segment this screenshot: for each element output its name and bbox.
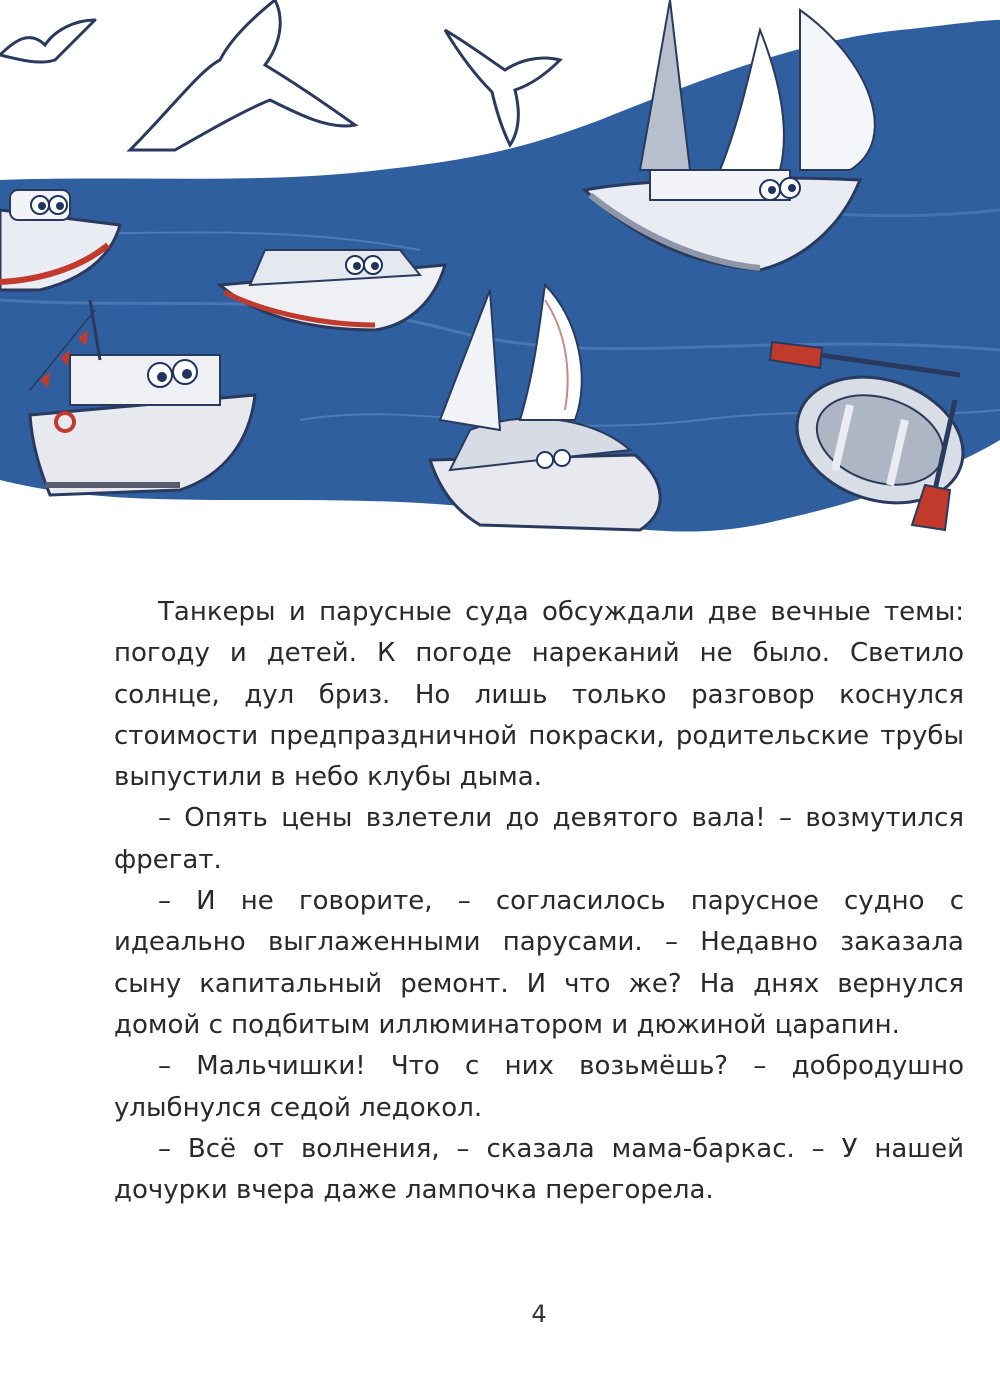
seagull-icon	[0, 20, 95, 62]
story-text	[114, 592, 964, 1211]
story-paragraph: Танкеры и парусные суда обсуждали две вечные темы: погоду и детей. К погоде нареканий не было. Светило солнце, дул бриз. Но лишь только разговор коснулся стоимости предпраздничной покраски, родительские трубы выпустили в небо клубы дыма.	[114, 597, 964, 793]
seagull-icon	[445, 30, 560, 145]
sea-illustration	[0, 0, 1000, 560]
story-paragraph: – Опять цены взлетели до девятого вала! – возмутился фрегат.	[114, 803, 964, 875]
page-number: 4	[531, 1300, 547, 1328]
story-paragraph: – И не говорите, – согласилось парусное судно с идеально выглаженными парусами. – Недавно заказала сыну капитальный ремонт. И что же? На днях вернулся домой с подбитым иллюминатором и дюжиной царапин.	[114, 886, 964, 1040]
story-paragraph: – Мальчишки! Что с них возьмёшь? – добродушно улыбнулся седой ледокол.	[114, 1051, 964, 1123]
story-paragraph: – Всё от волнения, – сказала мама-баркас. – У нашей дочурки вчера даже лампочка перегорела.	[114, 1133, 964, 1206]
seagull-icon	[130, 0, 355, 150]
